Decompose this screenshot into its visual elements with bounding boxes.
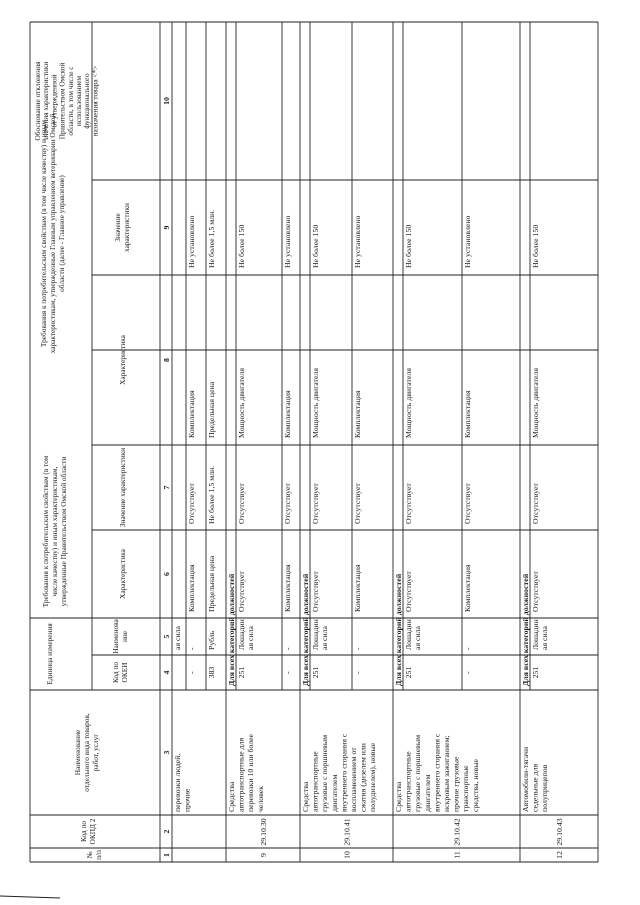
header-unit-group: Единица измерения [45, 623, 54, 685]
row-name: автотранспортные [403, 751, 413, 812]
dept-characteristic: Мощность двигателя [531, 368, 540, 438]
okei-code: 251 [311, 666, 320, 679]
scan-edge-mark [0, 896, 60, 898]
header-value: Значение характеристики [118, 447, 127, 528]
characteristic-value: Отсутствует [311, 483, 320, 524]
row-name: человек [255, 785, 265, 812]
characteristic: Отсутствует [237, 571, 246, 612]
okei-code: - [187, 671, 196, 674]
header-okei: Код по [111, 661, 120, 684]
column-number: 3 [162, 750, 171, 755]
characteristic: Комплектация [463, 564, 472, 612]
header-char2: Характеристика [118, 335, 127, 385]
row-number: 10 [342, 851, 352, 859]
row-name: перевозки 10 или более [246, 733, 256, 812]
column-number: 7 [162, 485, 171, 490]
row-name: автотранспортные для [236, 737, 246, 812]
header-dept-group: характеристикам, утвержденные Главным управлением ветеринарии Омской [48, 113, 57, 354]
column-number: 8 [162, 358, 171, 362]
header-value2: Значение [113, 213, 122, 242]
column-number: 9 [162, 225, 171, 230]
header-name: работ, услуг [91, 733, 100, 772]
unit-name: ая сила [413, 626, 422, 650]
group-label: Для всех категорий должностей [521, 573, 530, 686]
row-name: двигателем [422, 774, 432, 812]
dept-characteristic: Мощность двигателя [404, 368, 413, 438]
characteristic-value: Отсутствует [463, 483, 472, 524]
dept-characteristic-value: Не более 150 [237, 224, 246, 268]
row-name: средства, новые [470, 759, 480, 812]
row-code: 29.10.30 [259, 818, 268, 846]
row-name: Средства [394, 781, 403, 812]
unit-name: - [463, 647, 472, 650]
row-name: искровым зажиганием; [442, 735, 451, 812]
okei-code: - [283, 671, 292, 674]
header-name: Наименование [73, 729, 82, 776]
dept-characteristic: Комплектация [353, 390, 362, 438]
column-number: 2 [162, 829, 171, 834]
row-name: автотранспортные [310, 751, 320, 812]
dept-characteristic: Предельная цена [207, 381, 216, 438]
row-name: двигателем [329, 774, 339, 812]
okei-code: - [353, 671, 362, 674]
dept-characteristic-value: Не более 150 [404, 224, 413, 268]
dept-characteristic-value: Не более 150 [531, 224, 540, 268]
row-name: внутреннего сгорания с [339, 733, 349, 812]
unit-name: - [187, 647, 196, 650]
row-name: сжатия (дизелем или [358, 743, 368, 812]
row-name: воспламенением от [349, 747, 358, 812]
header-justification: функционального [82, 73, 92, 129]
group-label: Для всех категорий должностей [301, 573, 310, 686]
unit-name: Лошадин [237, 619, 246, 650]
header-justification: использованием [74, 75, 83, 127]
header-num: п/п [94, 850, 103, 860]
row-number: 11 [452, 851, 462, 859]
unit-name: ая сила [173, 626, 182, 650]
scan-edge [0, 896, 60, 898]
dept-characteristic: Комплектация [283, 390, 292, 438]
dept-characteristic: Мощность двигателя [311, 368, 320, 438]
row-name: седельные для [530, 763, 540, 812]
characteristic: Комплектация [353, 564, 362, 612]
header-unit-name: ние [120, 630, 129, 643]
header-gov-group: числе качеству) и иным характеристикам, [50, 466, 59, 597]
characteristic-value: Отсутствует [187, 483, 196, 524]
row-name: грузовые с поршневым [413, 734, 423, 812]
dept-characteristic-value: Не установлено [283, 215, 292, 268]
row-name: полуприцепов [540, 764, 550, 812]
header-num: № [85, 851, 94, 859]
okei-code: 383 [207, 666, 216, 679]
header-justification: значения характеристики [41, 61, 51, 141]
header-okpd: ОКПД 2 [88, 818, 97, 845]
group-label: Для всех категорий должностей [227, 573, 236, 686]
dept-characteristic: Комплектация [187, 390, 196, 438]
characteristic: Комплектация [283, 564, 292, 612]
dept-characteristic-value: Не более 1,5 млн. [207, 209, 216, 268]
row-name: прочие грузовые [451, 756, 461, 812]
dept-characteristic: Комплектация [463, 390, 472, 438]
characteristic: Отсутствует [531, 571, 540, 612]
header-value2: характеристики [122, 203, 131, 252]
unit-name: ая сила [320, 626, 329, 650]
characteristic-value: Отсутствует [353, 483, 362, 524]
unit-name: - [353, 647, 362, 650]
column-number: 6 [162, 572, 171, 576]
characteristic-value: Отсутствует [531, 483, 540, 524]
unit-name: Лошадин [311, 619, 320, 650]
header-char: Характеристика [118, 549, 127, 599]
row-name: перевозки людей, [173, 753, 182, 812]
okei-code: 251 [404, 666, 413, 679]
table-body [30, 22, 598, 862]
unit-name: Лошадин [404, 619, 413, 650]
row-name: внутреннего сгорания с [432, 733, 442, 812]
header-unit-name: Наименова [111, 619, 120, 654]
header-dept-group: области (далее - Главное управление) [57, 175, 66, 292]
okei-code: 251 [237, 666, 246, 679]
row-code: 29.10.43 [555, 818, 564, 846]
header-name: отдельного вида товаров, [82, 713, 91, 792]
header-okpd: Код по [79, 820, 88, 843]
unit-name: ая сила [540, 626, 549, 650]
row-code: 29.10.41 [342, 818, 352, 846]
unit-name: ая сила [246, 626, 255, 650]
row-number: 9 [259, 853, 268, 857]
characteristic: Комплектация [187, 564, 196, 612]
row-name: транспортные [461, 765, 471, 812]
characteristic: Отсутствует [404, 571, 413, 612]
characteristic-value: Отсутствует [237, 483, 246, 524]
column-number: 5 [162, 634, 171, 639]
dept-characteristic-value: Не более 150 [311, 224, 320, 268]
characteristic: Предельная цена [207, 555, 216, 612]
row-name: грузовые с поршневым [320, 734, 330, 812]
row-name: Средства [227, 781, 236, 812]
column-number: 10 [162, 97, 171, 105]
header-okei: ОКЕИ [120, 662, 129, 683]
row-code: 29.10.42 [452, 818, 462, 846]
header-justification: от утвержденной [49, 74, 59, 128]
dept-characteristic-value: Не установлено [353, 215, 362, 268]
dept-characteristic: Мощность двигателя [237, 368, 246, 438]
header-justification: области, в том числе с [65, 66, 75, 136]
column-number: 4 [162, 670, 171, 675]
row-name: Средства [301, 781, 310, 812]
unit-name: Рубль [207, 630, 216, 650]
characteristic: Отсутствует [311, 571, 320, 612]
header-justification: назначения товара <*> [90, 65, 100, 137]
row-number: 12 [555, 851, 564, 859]
header-gov-group: утвержденные Правительством Омской области [59, 456, 68, 607]
header-gov-group: Требования к потребительским свойствам (в том [41, 455, 50, 608]
characteristic-value: Отсутствует [283, 483, 292, 524]
row-name: Автомобили-тягачи [521, 746, 530, 812]
row-name: полудизелем), новые [368, 742, 378, 812]
unit-name: Лошадин [531, 619, 540, 650]
characteristic-value: Отсутствует [404, 483, 413, 524]
dept-characteristic-value: Не установлено [187, 215, 196, 268]
okei-code: 251 [531, 666, 540, 679]
dept-characteristic-value: Не установлено [463, 215, 472, 268]
column-number: 1 [162, 853, 171, 857]
header-justification: Обоснование отклонения [33, 61, 42, 141]
group-label: Для всех категорий должностей [394, 573, 403, 686]
unit-name: - [283, 647, 292, 650]
header-dept-group: Требования к потребительским свойствам (в том числе качеству) и иным [39, 119, 48, 348]
okei-code: - [463, 671, 472, 674]
characteristic-value: Не более 1,5 млн. [207, 465, 216, 524]
row-name: прочие [182, 788, 192, 812]
header-justification: Правительством Омской [57, 62, 67, 140]
